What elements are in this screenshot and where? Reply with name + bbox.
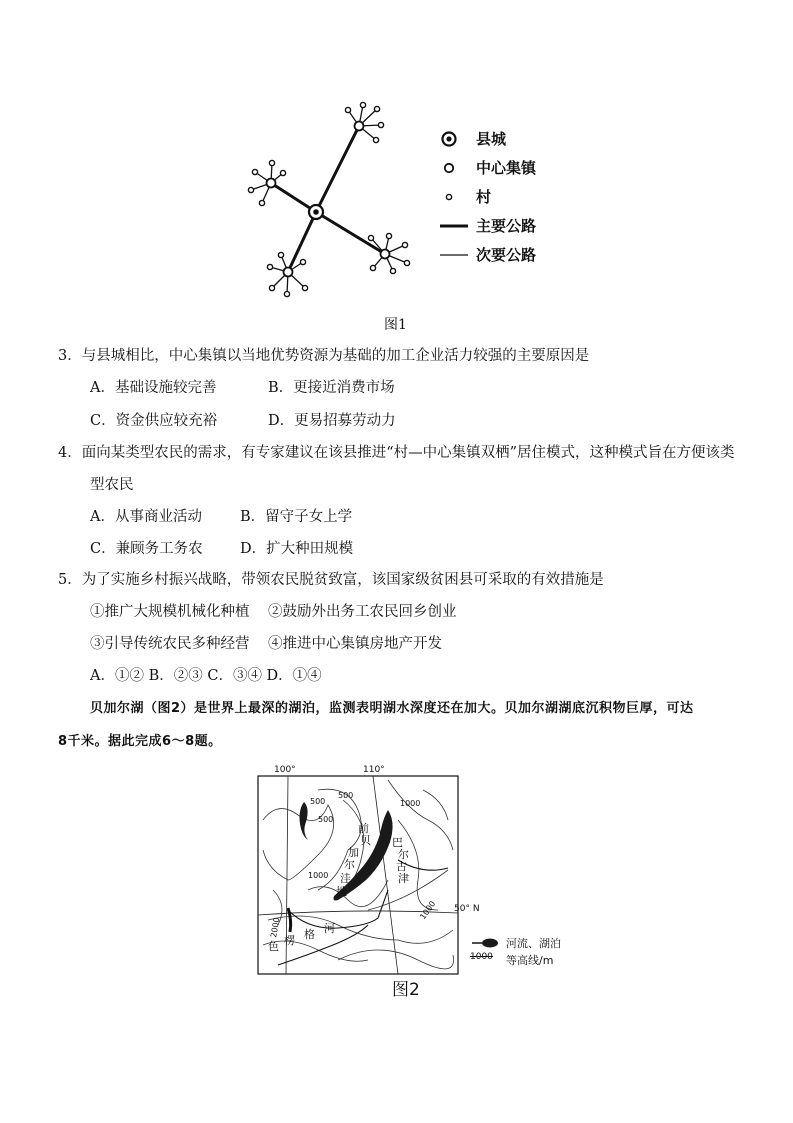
figure1-caption: 图1 [384,317,407,333]
county-town-icon [440,129,468,149]
place-char: 古 [396,860,407,873]
question-5-stem: 5．为了实施乡村振兴战略，带领农民脱贫致富，该国家级贫困县可采取的有效措施是 [58,572,604,588]
figure2-caption: 图2 [392,980,420,1000]
place-char: 地 [336,885,347,898]
contour-label: 500 [310,797,326,806]
place-char: 河 [324,922,335,935]
legend-label: 等高线/m [506,954,554,967]
contour-label: 1000 [308,871,329,880]
q5-item-3: ③引导传统农民多种经营 [90,636,250,652]
place-char: 尔 [398,848,409,861]
q3-option-b: B．更接近消费市场 [268,380,395,396]
legend-item-county-town [440,126,580,155]
question-3-stem: 3．与县城相比，中心集镇以当地优势资源为基础的加工企业活力较强的主要原因是 [58,348,590,364]
secondary-roads [251,105,407,294]
q3-option-a: A．基础设施较完善 [90,380,217,396]
place-char: 津 [398,872,409,885]
legend-label: 主要公路 [476,217,537,235]
contour-label: 500 [318,815,334,824]
central-towns [267,122,390,277]
q5-item-4: ④推进中心集镇房地产开发 [268,636,442,652]
legend-label: 中心集镇 [476,159,537,177]
q4-option-d: D．扩大种田规模 [240,541,354,557]
q3-option-c: C．资金供应较充裕 [90,413,218,429]
main-roads [271,126,385,272]
main-road-icon [440,216,468,236]
question-4-stem-cont: 型农民 [90,477,134,493]
legend-label: 村 [476,188,492,206]
contour-label: 1000 [400,799,421,808]
village-icon [440,187,468,207]
legend-label: 河流、湖泊 [506,937,561,950]
q5-options: A．①② B．②③ C．③④ D．①④ [90,668,322,684]
place-char: 楞 [284,934,295,947]
secondary-road-icon [440,245,468,265]
figure1-legend [440,126,580,271]
river-lake-icon [470,937,504,949]
legend-item-secondary-road [440,242,580,271]
county-town [309,205,323,219]
q4-option-a: A．从事商业活动 [90,509,202,525]
q5-item-1: ①推广大规模机械化种植 [90,604,250,620]
q4-option-b: B．留守子女上学 [240,509,353,525]
contour-label: 1000 [418,899,438,922]
q5-item-2: ②鼓励外出务工农民回乡创业 [268,604,457,620]
q3-option-d: D．更易招募劳动力 [268,413,396,429]
place-char: 色 [268,940,279,953]
contour-label: 500 [338,791,354,800]
legend-item-main-road [440,213,580,242]
legend-item-village [440,184,580,213]
place-char: 尔 [344,858,355,871]
villages [248,102,409,296]
lon-label-110: 110° [363,765,385,775]
central-town-icon [440,158,468,178]
legend-label: 县城 [476,130,507,148]
place-char: 前 [358,822,369,835]
legend-label: 次要公路 [476,246,537,264]
contour-icon: 1000 [470,952,493,962]
q4-option-c: C．兼顾务工务农 [90,541,203,557]
place-char: 巴 [392,836,403,849]
place-char: 加 [348,846,359,859]
lon-label-100: 100° [274,765,296,775]
place-char: 格 [304,928,315,941]
question-4-stem: 4．面向某类型农民的需求，有专家建议在该县推进“村—中心集镇双栖”居住模式，这种模式旨在方便该类 [58,445,735,461]
contour-label: 2000 [269,916,282,939]
intro-line-1: 贝加尔湖（图2）是世界上最深的湖泊，监测表明湖水深度还在加大。贝加尔湖湖底沉积物巨厚，可达 [90,701,694,716]
place-char: 洼 [340,872,351,885]
place-char: 贝 [360,834,371,847]
lat-label-50n: 50° N [454,904,480,914]
intro-line-2: 8千米。据此完成6～8题。 [58,734,222,749]
legend-item-central-town [440,155,580,184]
